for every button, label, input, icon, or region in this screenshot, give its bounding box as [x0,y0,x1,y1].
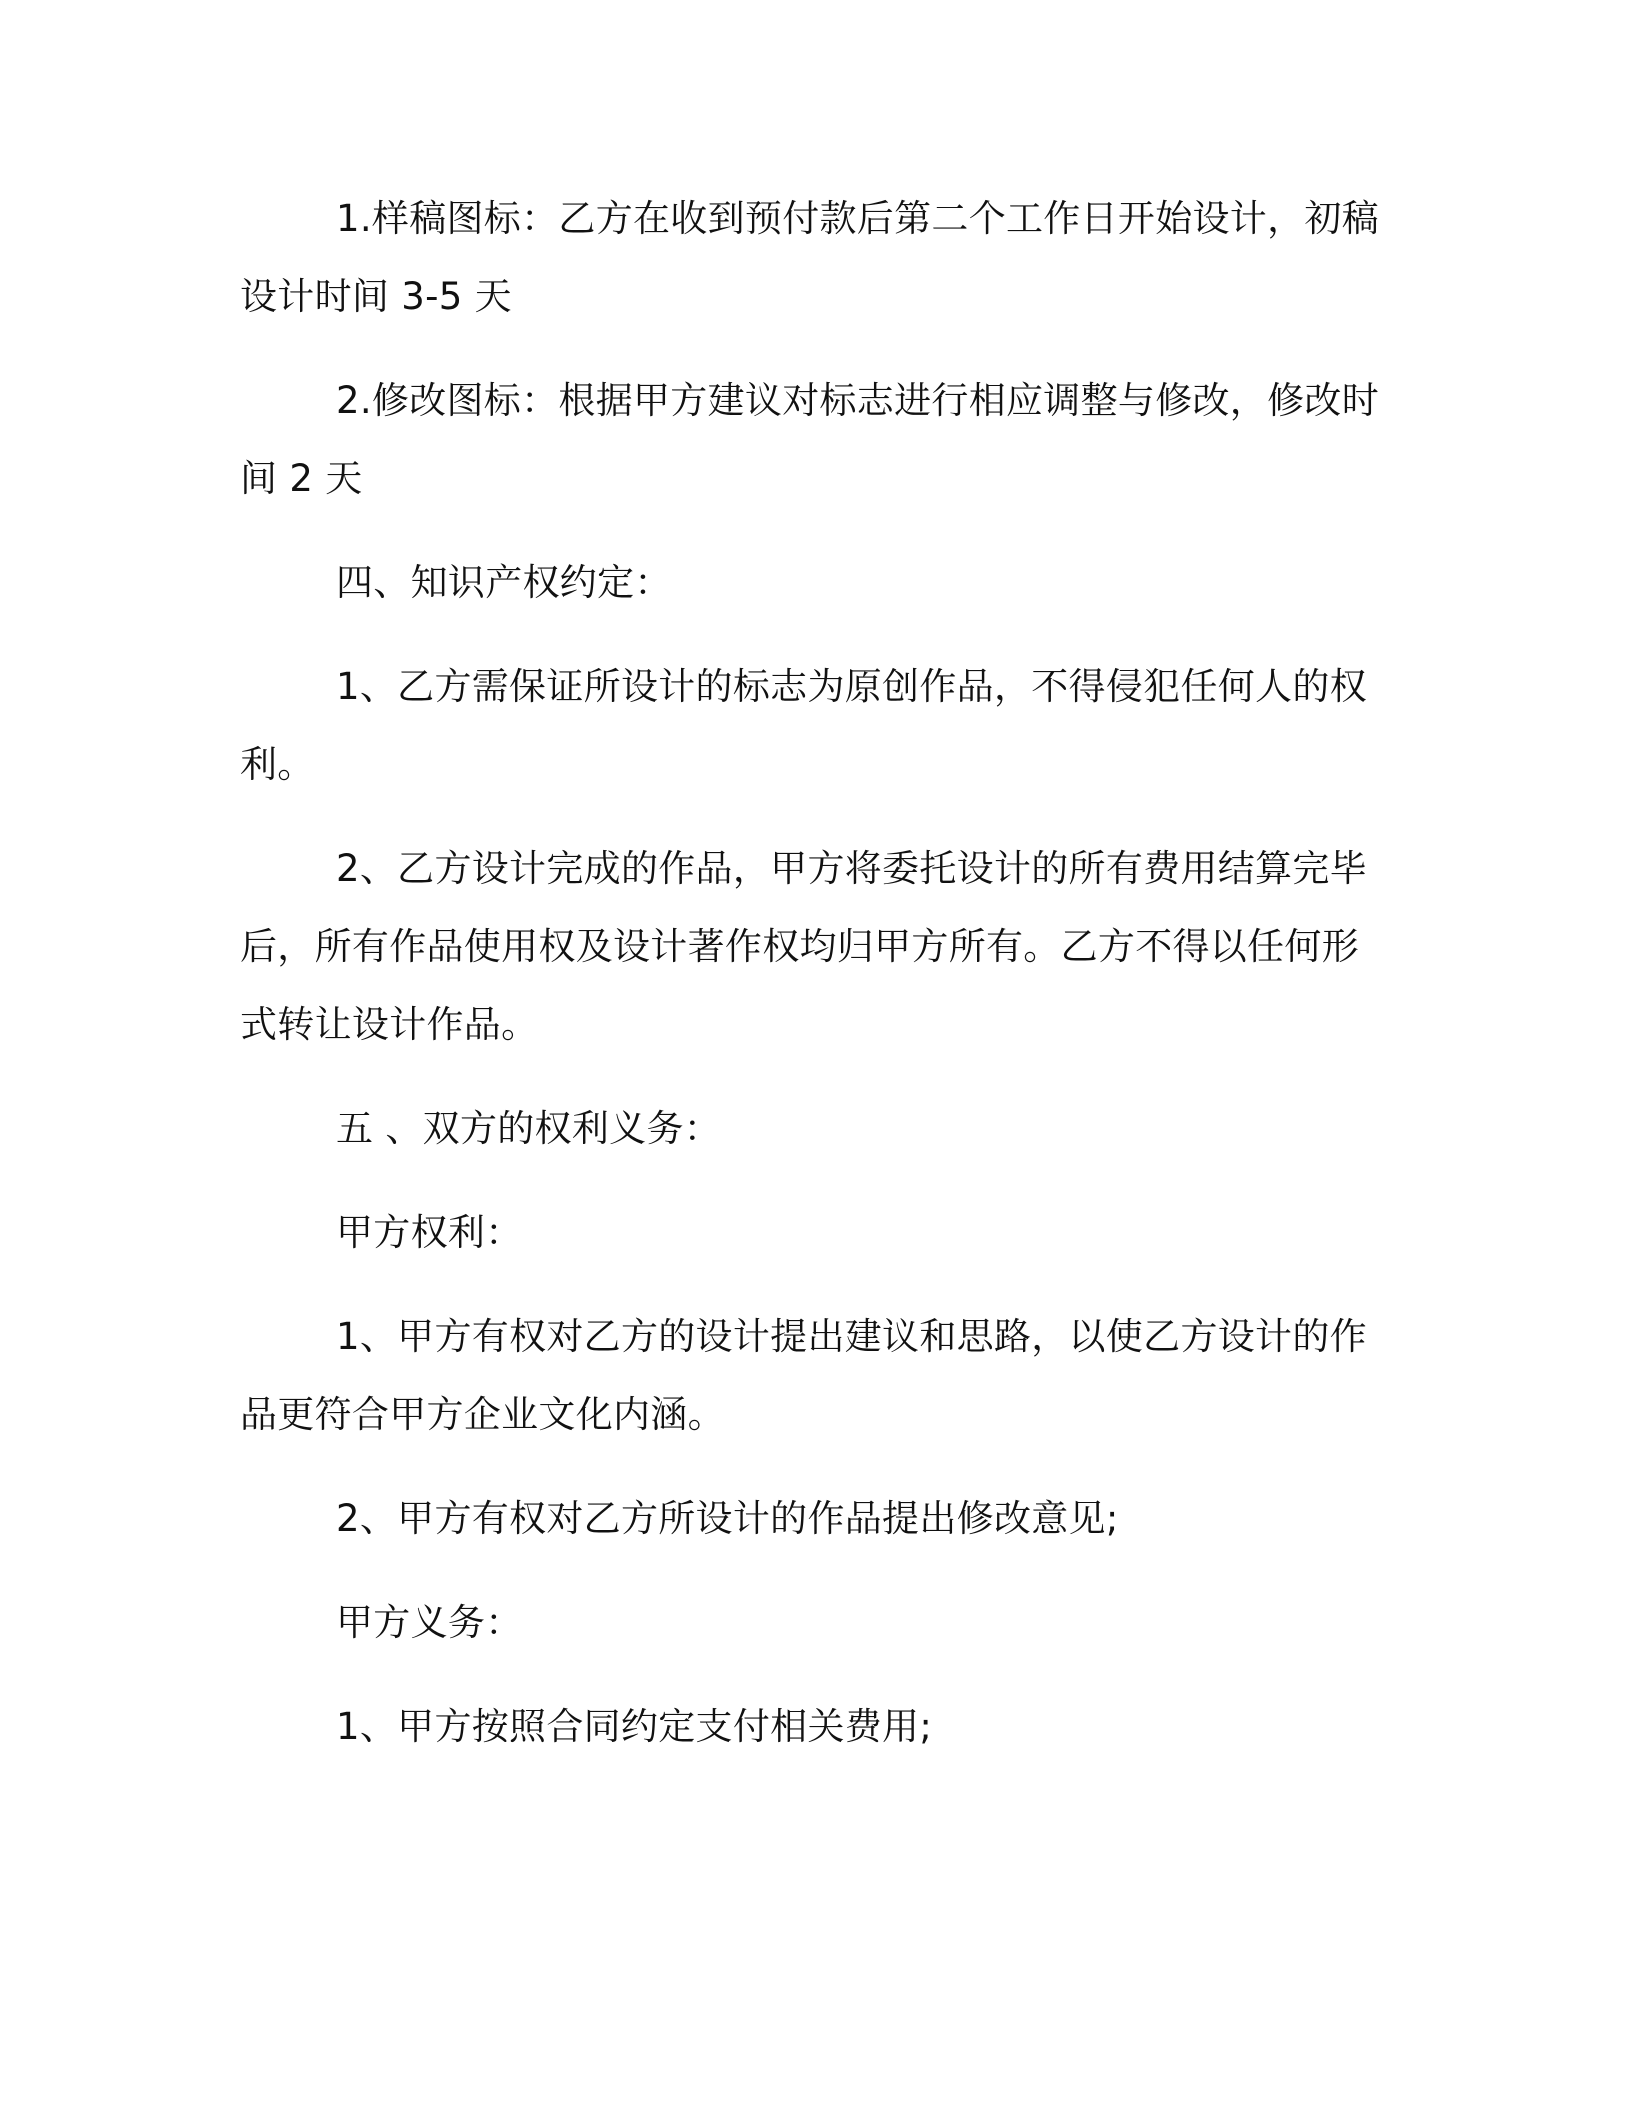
paragraph-ip-1: 1、乙方需保证所设计的标志为原创作品，不得侵犯任何人的权利。 [240,665,1367,786]
paragraph-sample-icon: 1.样稿图标：乙方在收到预付款后第二个工作日开始设计，初稿设计时间 3-5 天 [240,197,1379,318]
document-body [240,180,1380,1792]
paragraph-ip-2: 2、乙方设计完成的作品，甲方将委托设计的所有费用结算完毕后，所有作品使用权及设计著作权均归甲方所有。乙方不得以任何形式转让设计作品。 [240,847,1367,1046]
paragraph-revise-icon: 2.修改图标：根据甲方建议对标志进行相应调整与修改，修改时间 2 天 [240,379,1379,500]
subheading-party-a-obligations: 甲方义务： [336,1601,523,1644]
subheading-party-a-rights: 甲方权利： [336,1211,523,1254]
paragraph-party-a-right-1: 1、甲方有权对乙方的设计提出建议和思路，以使乙方设计的作品更符合甲方企业文化内涵。 [240,1315,1367,1436]
section-heading-rights-obligations: 五 、双方的权利义务： [336,1107,722,1150]
paragraph-party-a-right-2: 2、甲方有权对乙方所设计的作品提出修改意见; [336,1497,1119,1540]
section-heading-ip: 四、知识产权约定： [336,561,672,604]
paragraph-party-a-obligation-1: 1、甲方按照合同约定支付相关费用; [336,1705,933,1748]
